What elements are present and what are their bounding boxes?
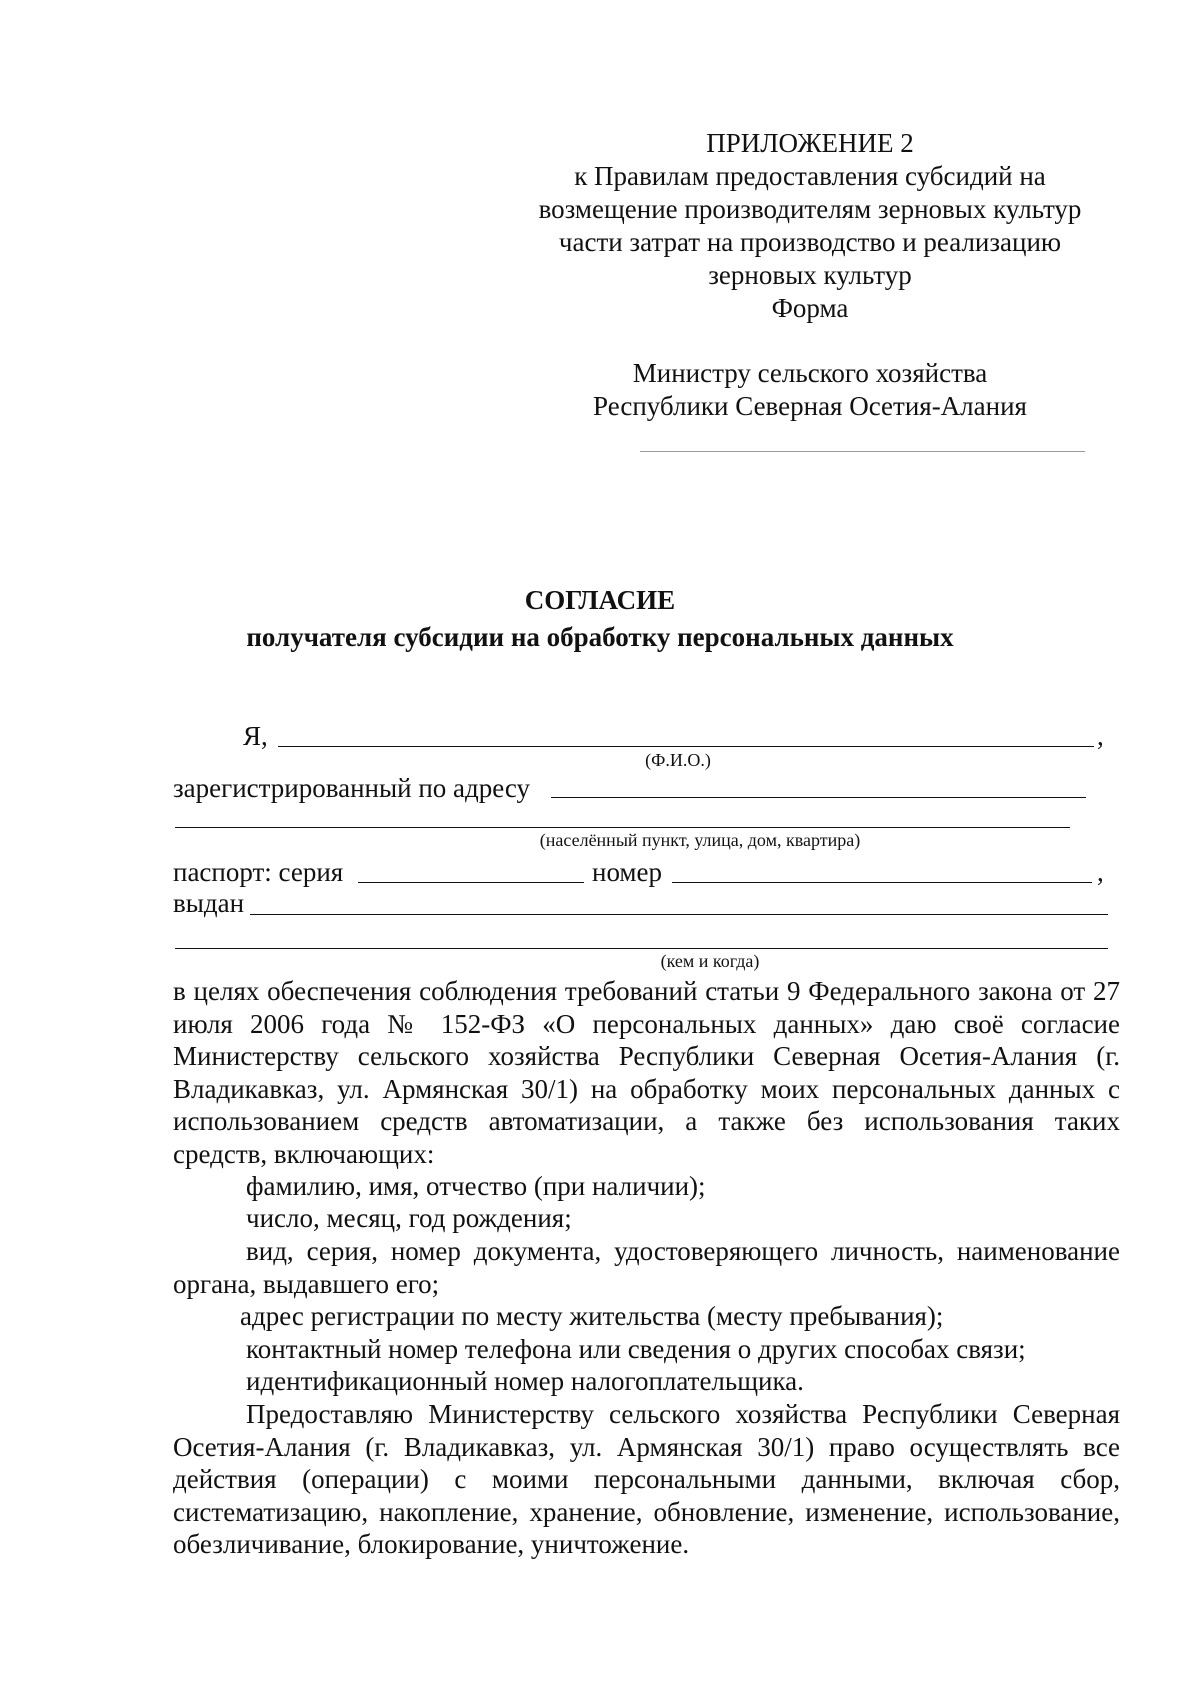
address-field-line-2[interactable] (175, 827, 1070, 828)
address-field-line[interactable] (551, 797, 1086, 798)
list-item: число, месяц, год рождения; (246, 1203, 572, 1233)
appendix-line: возмещение производителям зерновых культур (538, 194, 1082, 224)
document-subtitle: получателя субсидии на обработку персональных данных (246, 622, 954, 652)
addressee-line: Республики Северная Осетия-Алания (593, 391, 1027, 421)
name-field-line[interactable] (278, 746, 1094, 747)
address-hint: (населённый пункт, улица, дом, квартира) (539, 830, 861, 850)
form-label: Форма (771, 293, 849, 323)
name-prefix: Я, (243, 721, 268, 751)
appendix-line: части затрат на производство и реализацию (558, 227, 1062, 257)
consent-grant-paragraph: Предоставляю Министерству сельского хозяйства Республики Северная Осетия-Алания (г. Владикавказ, ул. Армянская 30/1) право осуществлять все действия (операции) с моими персональными данными, включая сбор, систематизацию, накопление, хранение, обновление, изменение, использование, обезличивание, блокирование, уничтожение. (173, 1399, 1120, 1559)
name-hint: (Ф.И.О.) (645, 750, 711, 770)
appendix-line: зерновых культур (708, 260, 912, 290)
passport-number-field-line[interactable] (672, 882, 1092, 883)
list-item: вид, серия, номер документа, удостоверяющего личность, наименование органа, выдавшего его; (173, 1236, 1120, 1299)
document-title: СОГЛАСИЕ (524, 585, 676, 615)
passport-number-label: номер (592, 857, 663, 887)
addressee-block (520, 357, 1100, 423)
issued-label: выдан (173, 888, 245, 918)
passport-series-label: паспорт: серия (173, 857, 344, 887)
list-item: фамилию, имя, отчество (при наличии); (246, 1171, 706, 1201)
addressee-blank-line (640, 451, 1085, 452)
consent-intro-paragraph: в целях обеспечения соблюдения требований статьи 9 Федерального закона от 27 июля 2006 года № 152-ФЗ «О персональных данных» даю своё согласие Министерству сельского хозяйства Республики Северная Осетия-Алания (г. Владикавказ, ул. Армянская 30/1) на обработку моих персональных данных с использованием средств автоматизации, а также без использования таких средств, включающих: (173, 976, 1120, 1169)
appendix-header (520, 127, 1100, 325)
appendix-title: ПРИЛОЖЕНИЕ 2 (706, 128, 914, 158)
issued-field-line-2[interactable] (175, 948, 1108, 949)
issued-field-line[interactable] (250, 914, 1108, 915)
list-item: контактный номер телефона или сведения о других способах связи; (246, 1334, 1026, 1364)
addressee-line: Министру сельского хозяйства (632, 358, 988, 388)
passport-series-field-line[interactable] (358, 882, 584, 883)
list-item: идентификационный номер налогоплательщика. (246, 1366, 804, 1396)
name-suffix: , (1097, 721, 1104, 751)
appendix-line: к Правилам предоставления субсидий на (574, 161, 1046, 191)
passport-suffix: , (1097, 857, 1104, 887)
list-item: адрес регистрации по месту жительства (месту пребывания); (240, 1301, 944, 1331)
address-label: зарегистрированный по адресу (173, 773, 531, 803)
issued-hint: (кем и когда) (660, 951, 760, 971)
